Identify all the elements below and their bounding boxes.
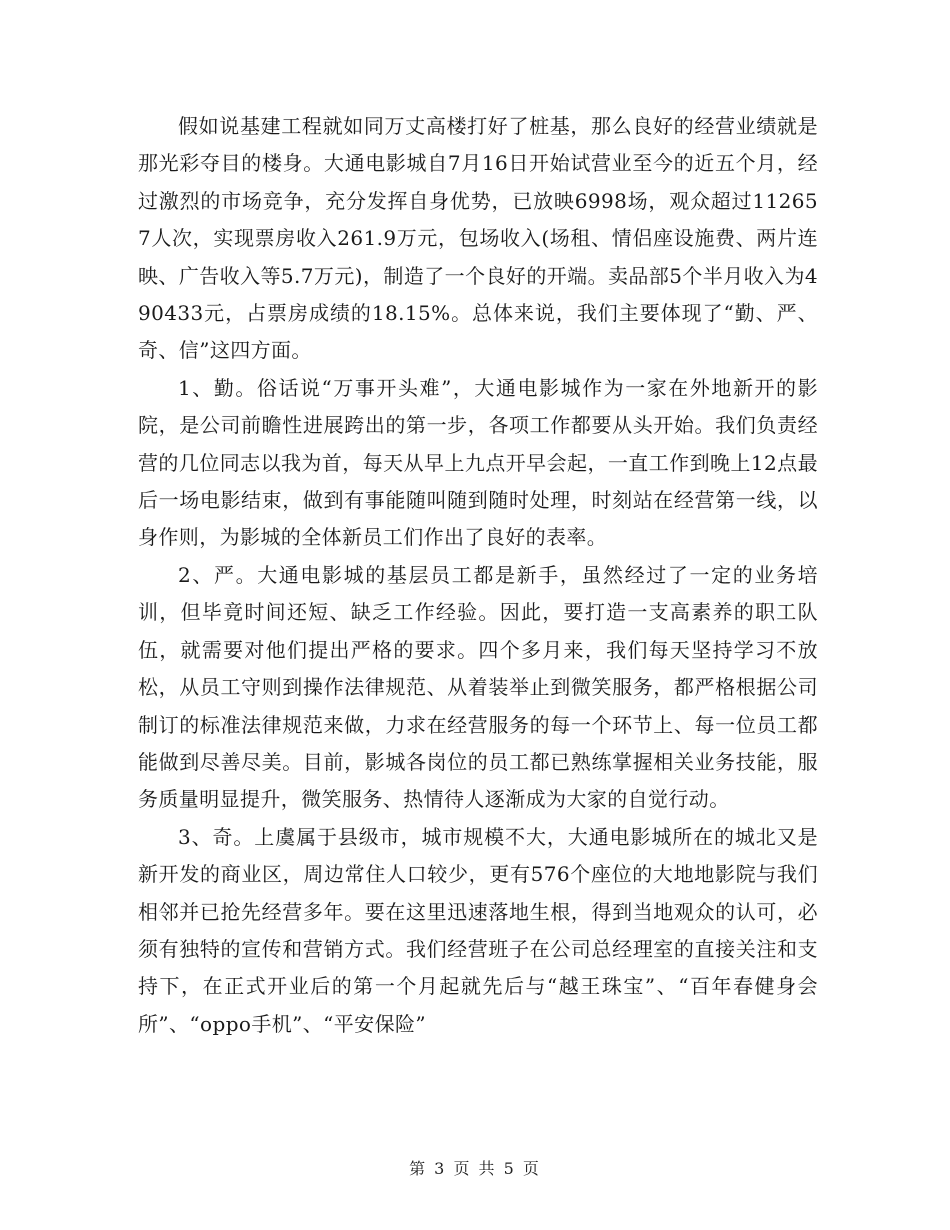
paragraph-diligence: 1、勤。俗话说“万事开头难”，大通电影城作为一家在外地新开的影院，是公司前瞻性进展跨出的第一步，各项工作都要从头开始。我们负责经营的几位同志以我为首，每天从早上九点开早会起，一直工作到晚上12点最后一场电影结束，做到有事能随叫随到随时处理，时刻站在经营第一线，以身作则，为影城的全体新员工们作出了良好的表率。 xyxy=(138,375,818,550)
paragraph-novelty: 3、奇。上虞属于县级市，城市规模不大，大通电影城所在的城北又是新开发的商业区，周边常住人口较少，更有576个座位的大地地影院与我们相邻并已抢先经营多年。要在这里迅速落地生根，得到当地观众的认可，必须有独特的宣传和营销方式。我们经营班子在公司总经理室的直接关注和支持下，在正式开业后的第一个月起就先后与“越王珠宝”、“百年春健身会所”、“oppo手机”、“平安保险” xyxy=(138,824,818,1036)
page-number-footer: 第 3 页 共 5 页 xyxy=(409,1159,541,1178)
document-body xyxy=(138,108,818,1043)
paragraph-intro: 假如说基建工程就如同万丈高楼打好了桩基，那么良好的经营业绩就是那光彩夺目的楼身。大通电影城自7月16日开始试营业至今的近五个月，经过激烈的市场竞争，充分发挥自身优势，已放映6998场，观众超过112657人次，实现票房收入261.9万元，包场收入(场租、情侣座设施费、两片连映、广告收入等5.7万元)，制造了一个良好的开端。卖品部5个半月收入为490433元，占票房成绩的18.15%。总体来说，我们主要体现了“勤、严、奇、信”这四方面。 xyxy=(138,114,818,363)
paragraph-strictness: 2、严。大通电影城的基层员工都是新手，虽然经过了一定的业务培训，但毕竟时间还短、缺乏工作经验。因此，要打造一支高素养的职工队伍，就需要对他们提出严格的要求。四个多月来，我们每天坚持学习不放松，从员工守则到操作法律规范、从着装举止到微笑服务，都严格根据公司制订的标准法律规范来做，力求在经营服务的每一个环节上、每一位员工都能做到尽善尽美。目前，影城各岗位的员工都已熟练掌握相关业务技能，服务质量明显提升，微笑服务、热情待人逐渐成为大家的自觉行动。 xyxy=(138,562,818,812)
